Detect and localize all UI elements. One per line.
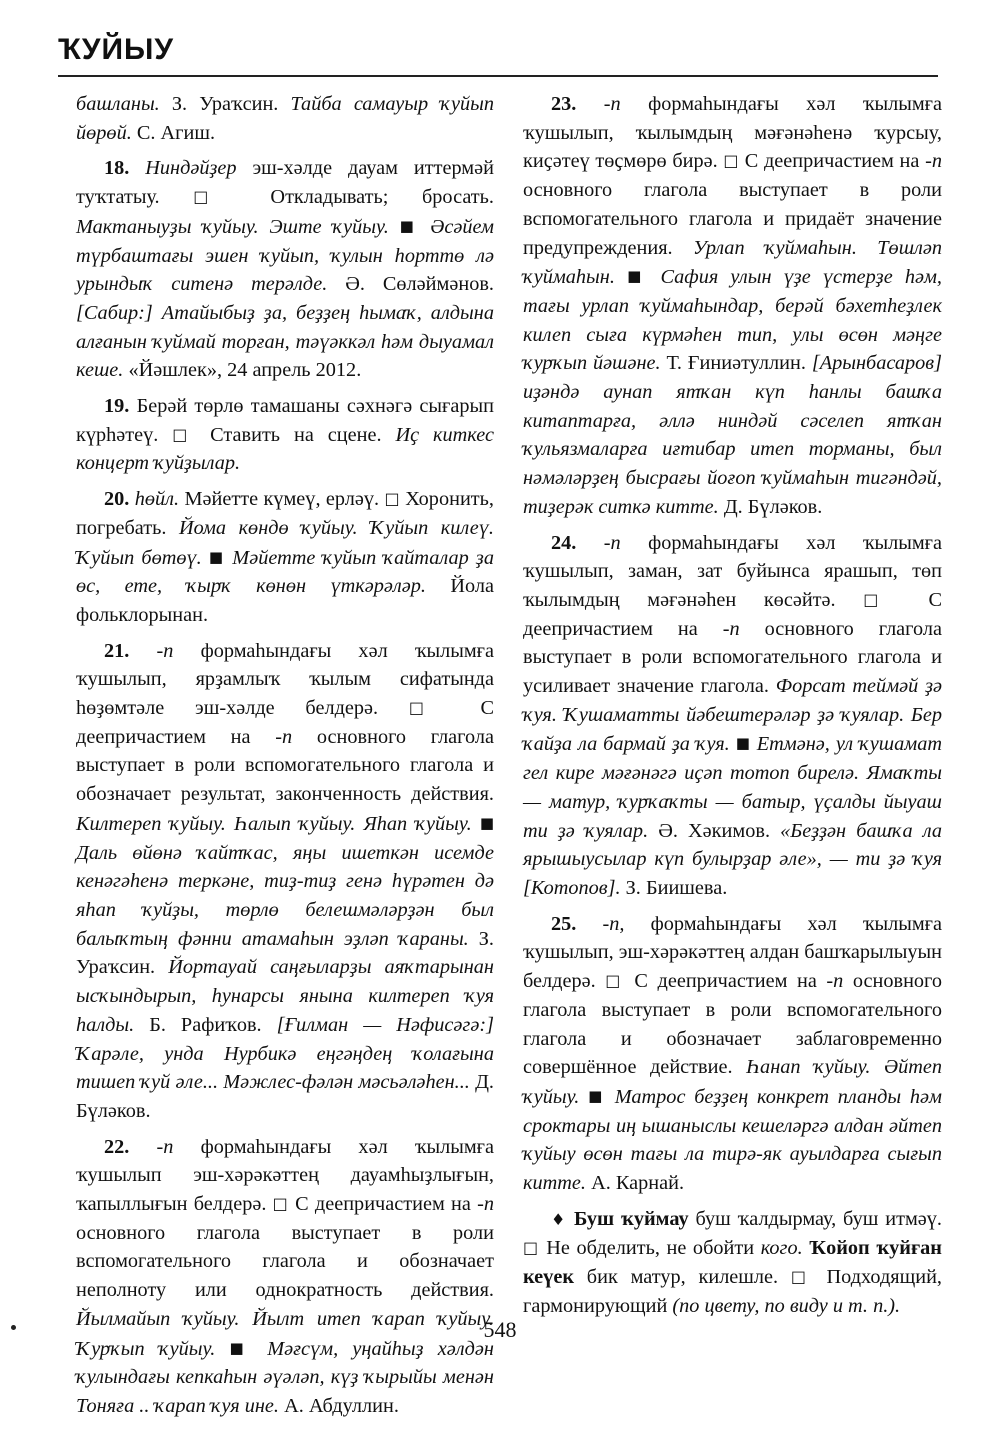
black-square-icon: ■ <box>588 1086 606 1105</box>
header-title: ҠУЙЫУ <box>58 33 175 66</box>
italic-text: Мәйетте ҡуйып ҡайталар ҙа өс, ете, ҡырҡ көнөн үткәрәләр. <box>76 546 494 598</box>
dictionary-entry <box>523 90 942 522</box>
entry-text: А. Абдуллин. <box>279 1394 399 1417</box>
bold-headword: Ҡойоп ҡуйған кеүек <box>523 1237 942 1289</box>
entry-text: Не обделить, не обойти <box>539 1237 761 1260</box>
italic-text: һөйл. <box>134 488 180 511</box>
black-square-icon: ■ <box>229 1338 253 1357</box>
dictionary-entry <box>76 485 494 630</box>
entry-text: Ә. Хәкимов. <box>648 819 781 842</box>
entry-text: С деепричастием на <box>523 588 942 640</box>
italic-text: Йома көндө ҡуйыу. Ҡуйып килеү. Ҡуйып бөтөү. <box>76 516 494 569</box>
entry-text: Д. Бүләков. <box>718 495 823 518</box>
entry-text: З. Биишева. <box>620 876 728 899</box>
italic-text: -п <box>603 531 621 554</box>
entry-text: бик матур, килешле. <box>574 1266 791 1289</box>
entry-text: основного глагола выступает в роли вспомогательного глагола и усиливает значение глагола. <box>523 617 942 698</box>
italic-text: Йортауай саңғыларҙы аяҡтарынан ысҡындырып, һунарсы янына килтереп ҡуя һалды. <box>76 956 494 1036</box>
square-icon: □ <box>272 1194 289 1214</box>
entry-text: А. Карнай. <box>586 1172 685 1195</box>
entry-number: 24. <box>551 531 577 554</box>
entry-text: Хоронить, погребать. <box>76 488 494 539</box>
entry-text: «Йәшлек», 24 апрель 2012. <box>123 359 362 382</box>
entry-text <box>576 532 603 554</box>
italic-text: Сафия улын үҙе үстерҙе һәм, тағы урлап ҡуймаһындар, берәй бәхетһеҙлек килеп сыға күрмәһен тип, улы өсөн мәңге ҡурҡып йәшәне. <box>523 266 942 375</box>
entry-text: Мәйетте күмеү, ерләү. <box>179 488 385 511</box>
italic-text: -п <box>156 639 174 662</box>
entry-text <box>576 913 602 935</box>
italic-text: Иҫ киткес концерт ҡуйҙылар. <box>76 423 494 475</box>
entry-text: формаһындағы хәл ҡылымға ҡушылып эш-хәрәкәттең дауамһыҙлығын, ҡапыллығын белдерә. <box>76 1135 494 1216</box>
entry-text: Подходящий, гармонирующий <box>523 1266 942 1317</box>
entry-text: Ставить на сцене. <box>196 423 396 446</box>
italic-text: Матрос беҙҙең конкрет планды һәм сроктары иң ышаныслы кешеләргә алдан әйтеп ҡуйыу өсөн тағы ла тирә-як ауылдарға сығып китте. <box>523 1085 942 1195</box>
italic-text: Даль өйөнә ҡайтҡас, яңы ишеткән исемде кенәгәһенә теркәне, тиҙ-тиҙ генә һүрәтен дә яһап ҡуйҙы, төрлө белешмәләрҙән был балыҡтың фәнни атамаһын эҙләп ҡараны. <box>76 841 494 950</box>
square-icon: □ <box>523 1238 540 1258</box>
black-square-icon: ■ <box>399 216 420 235</box>
entry-text: основного глагола выступает в роли вспомогательного глагола и обозначает неполноту или однократность действия. <box>76 1221 494 1302</box>
entry-text: С. Агиш. <box>131 121 216 144</box>
running-header <box>58 30 938 70</box>
square-icon: □ <box>408 698 450 718</box>
entry-text: С деепричастием на <box>624 970 827 993</box>
italic-text: -п <box>826 970 844 993</box>
entry-text: Ә. Сөләймәнов. <box>327 273 494 296</box>
entry-text <box>389 216 400 238</box>
right-column <box>523 90 942 1328</box>
black-square-icon: ■ <box>479 813 494 832</box>
entry-text <box>606 1086 615 1108</box>
dictionary-entry <box>523 529 942 903</box>
entry-text: Откладывать; бросать. <box>236 186 494 209</box>
italic-text: [Сабир:] Атайыбыҙ ҙа, беҙҙең һымаҡ, алдына алғанын ҡуймай торған, тәүәккәл һәм дыуамал кеше. <box>76 301 494 382</box>
left-column <box>76 90 494 1428</box>
italic-text: Килтереп ҡуйыу. Һалып ҡуйыу. Яһап ҡуйыу. <box>76 812 472 835</box>
italic-text: Етмәнә, ул ҡушамат гел кире мәғәнәгә иҫәп тотоп бирелә. Ямаҡты — матур, ҡурҡаҡты — батыр, үҫалды йыуаш ти ҙә ҡуялар. <box>523 733 942 842</box>
square-icon: □ <box>172 424 197 444</box>
italic-text: -п <box>925 150 942 173</box>
italic-text: Мактаныуҙы ҡуйыу. Эште ҡуйыу. <box>76 215 389 238</box>
dictionary-entry <box>523 1205 942 1321</box>
dictionary-entry <box>76 154 494 385</box>
entry-number: 18. <box>104 157 130 180</box>
entry-number: 25. <box>551 912 577 935</box>
italic-text: Мәғсүм, уңайһыҙ хәлдән ҡулындағы кепкаһын әүәләп, күҙ ҡырыйы менән Тоняға .. ҡарап ҡуя ине. <box>76 1337 494 1417</box>
entry-text <box>648 266 660 288</box>
entry-text: Берәй төрлө тамашаны сәхнәгә сығарып күрһәтеү. <box>76 395 494 446</box>
square-icon: □ <box>384 489 400 509</box>
entry-text: формаһындағы хәл ҡылымға ҡушылып, ярҙамлыҡ ҡылым сифатында һөҙөмтәле эш-хәлде белдерә. <box>76 639 494 720</box>
italic-text: Форсат теймәй ҙә ҡуя. Ҡушаматты йәбештерәләр ҙә ҡуялар. Бер ҡайҙа ла бармай ҙа ҡуя. <box>523 675 942 756</box>
entry-number: 21. <box>104 639 130 662</box>
entry-text <box>129 157 145 179</box>
entry-text: эш-хәлде дауам иттермәй туҡтатыу. <box>76 157 494 209</box>
entry-number: 22. <box>104 1135 130 1158</box>
diamond-icon: ♦ <box>551 1209 568 1229</box>
dictionary-entry <box>76 90 494 147</box>
italic-text: Ниндәйҙер <box>145 157 237 180</box>
entry-number: 23. <box>551 93 577 115</box>
square-icon: □ <box>723 151 740 171</box>
italic-text: [Арынбасаров] иҙәндә аунап ятҡан күп һанлы башҡа китаптарға, әллә ниндәй сәселеп ятҡан ҡульязмаларға иғтибар итеп торманы, был нәмәләрҙең бысрағы йоғоп ҡуймаһын тигәндәй, тиҙерәк ситкә китте. <box>523 352 942 518</box>
entry-text <box>576 93 603 115</box>
italic-text: башланы. <box>76 93 160 115</box>
entry-text: З. Ураҡсин. <box>76 927 494 979</box>
italic-text: (по цвету, по виду и т. п.). <box>672 1294 901 1317</box>
square-icon: □ <box>863 589 901 609</box>
italic-text: -п, <box>602 912 625 935</box>
entry-text <box>615 266 627 288</box>
square-icon: □ <box>790 1267 814 1287</box>
dictionary-entry <box>76 1133 494 1421</box>
entry-text: С деепричастием на <box>739 150 926 173</box>
page-number: 548 <box>483 1317 517 1342</box>
entry-text <box>202 547 209 569</box>
italic-text: кого. <box>760 1237 803 1260</box>
header-rule <box>58 75 938 77</box>
italic-text: -п <box>477 1193 494 1216</box>
entry-text: основного глагола выступает в роли вспомогательного глагола и обозначает результат, законченность действия. <box>76 725 494 806</box>
entry-text: Б. Рафиҡов. <box>134 1013 277 1036</box>
black-square-icon: ■ <box>627 267 649 286</box>
entry-text: С деепричастием на <box>288 1193 478 1216</box>
entry-text: формаһындағы хәл ҡылымға ҡушылып, ҡылымдың мәғәнәһенә ҡурсыу, киҫәтеү төҫмөрө бирә. <box>523 93 942 173</box>
entry-text: Д. Бүләков. <box>76 1071 494 1122</box>
black-square-icon: ■ <box>735 734 751 753</box>
entry-text: С деепричастием на <box>76 697 494 748</box>
entry-text <box>420 216 431 238</box>
dictionary-entry <box>76 637 494 1126</box>
square-icon: □ <box>605 971 625 991</box>
entry-text <box>567 1208 574 1230</box>
entry-number: 19. <box>104 395 130 418</box>
entry-text: З. Ураҡсин. <box>159 93 291 115</box>
entry-text: формаһындағы хәл ҡылымға ҡушылып, заман, зат буйынса ярашып, төп ҡылымдың мәғәнәһен көсәйтә. <box>523 531 942 611</box>
entry-text: буш ҡалдырмау, буш итмәү. <box>688 1207 942 1230</box>
black-square-icon: ■ <box>208 547 226 566</box>
italic-text: Йылмайып ҡуйыу. Йылт итеп ҡарап ҡуйыу. Ҡурҡып ҡуйыу. <box>76 1307 494 1360</box>
entry-text: Т. Ғиниәтуллин. <box>660 352 812 375</box>
entry-text: основного глагола выступает в роли вспомогательного глагола и придаёт значение предупреждения. <box>523 179 942 259</box>
italic-text: Һанап ҡуйыу. Әйтеп ҡуйыу. <box>523 1056 942 1108</box>
entry-text <box>129 1136 156 1158</box>
entry-text: Йола фольклорынан. <box>76 575 494 626</box>
entry-text: основного глагола выступает в роли вспомогательного глагола и обозначает заблаговременно совершённое действие. <box>523 970 943 1079</box>
entry-text <box>129 640 156 662</box>
bold-headword: Буш ҡуймау <box>574 1207 689 1230</box>
entry-text: формаһындағы хәл ҡылымға ҡушылып, эш-хәрәкәттең алдан башҡарылыуын белдерә. <box>523 912 942 993</box>
italic-text: «Беҙҙән башҡа ла ярышыусылар күп булырҙар әле», — ти ҙә ҡуя [Котопов]. <box>523 819 942 899</box>
entry-text <box>579 1086 588 1108</box>
italic-text: Урлап ҡуймаһын. Төшләп ҡуймаһын. <box>523 236 942 289</box>
dictionary-entry <box>76 392 494 478</box>
italic-text: -п <box>156 1135 174 1158</box>
italic-text: -п <box>722 617 740 640</box>
entry-number: 20. <box>104 488 130 511</box>
italic-text: Тайба самауыр ҡуйып йөрөй. <box>76 93 494 144</box>
italic-text: -п <box>275 725 293 748</box>
entry-text <box>472 813 480 835</box>
italic-text: [Ғилман — Нәфисәгә:] Ҡарәле, унда Нурбикә еңгәңдең ҡолағына тишеп ҡуй әле... Мәжлес-фәлән мәсьәләһен... <box>76 1013 494 1094</box>
italic-text: -п <box>603 93 621 115</box>
square-icon: □ <box>193 187 237 207</box>
margin-dot <box>11 1325 16 1330</box>
dictionary-entry <box>523 910 942 1198</box>
italic-text: Әсәйем түрбаштағы эшен ҡуйып, ҡулын һорттө лә урындыҡ ситенә терәлде. <box>76 215 494 296</box>
